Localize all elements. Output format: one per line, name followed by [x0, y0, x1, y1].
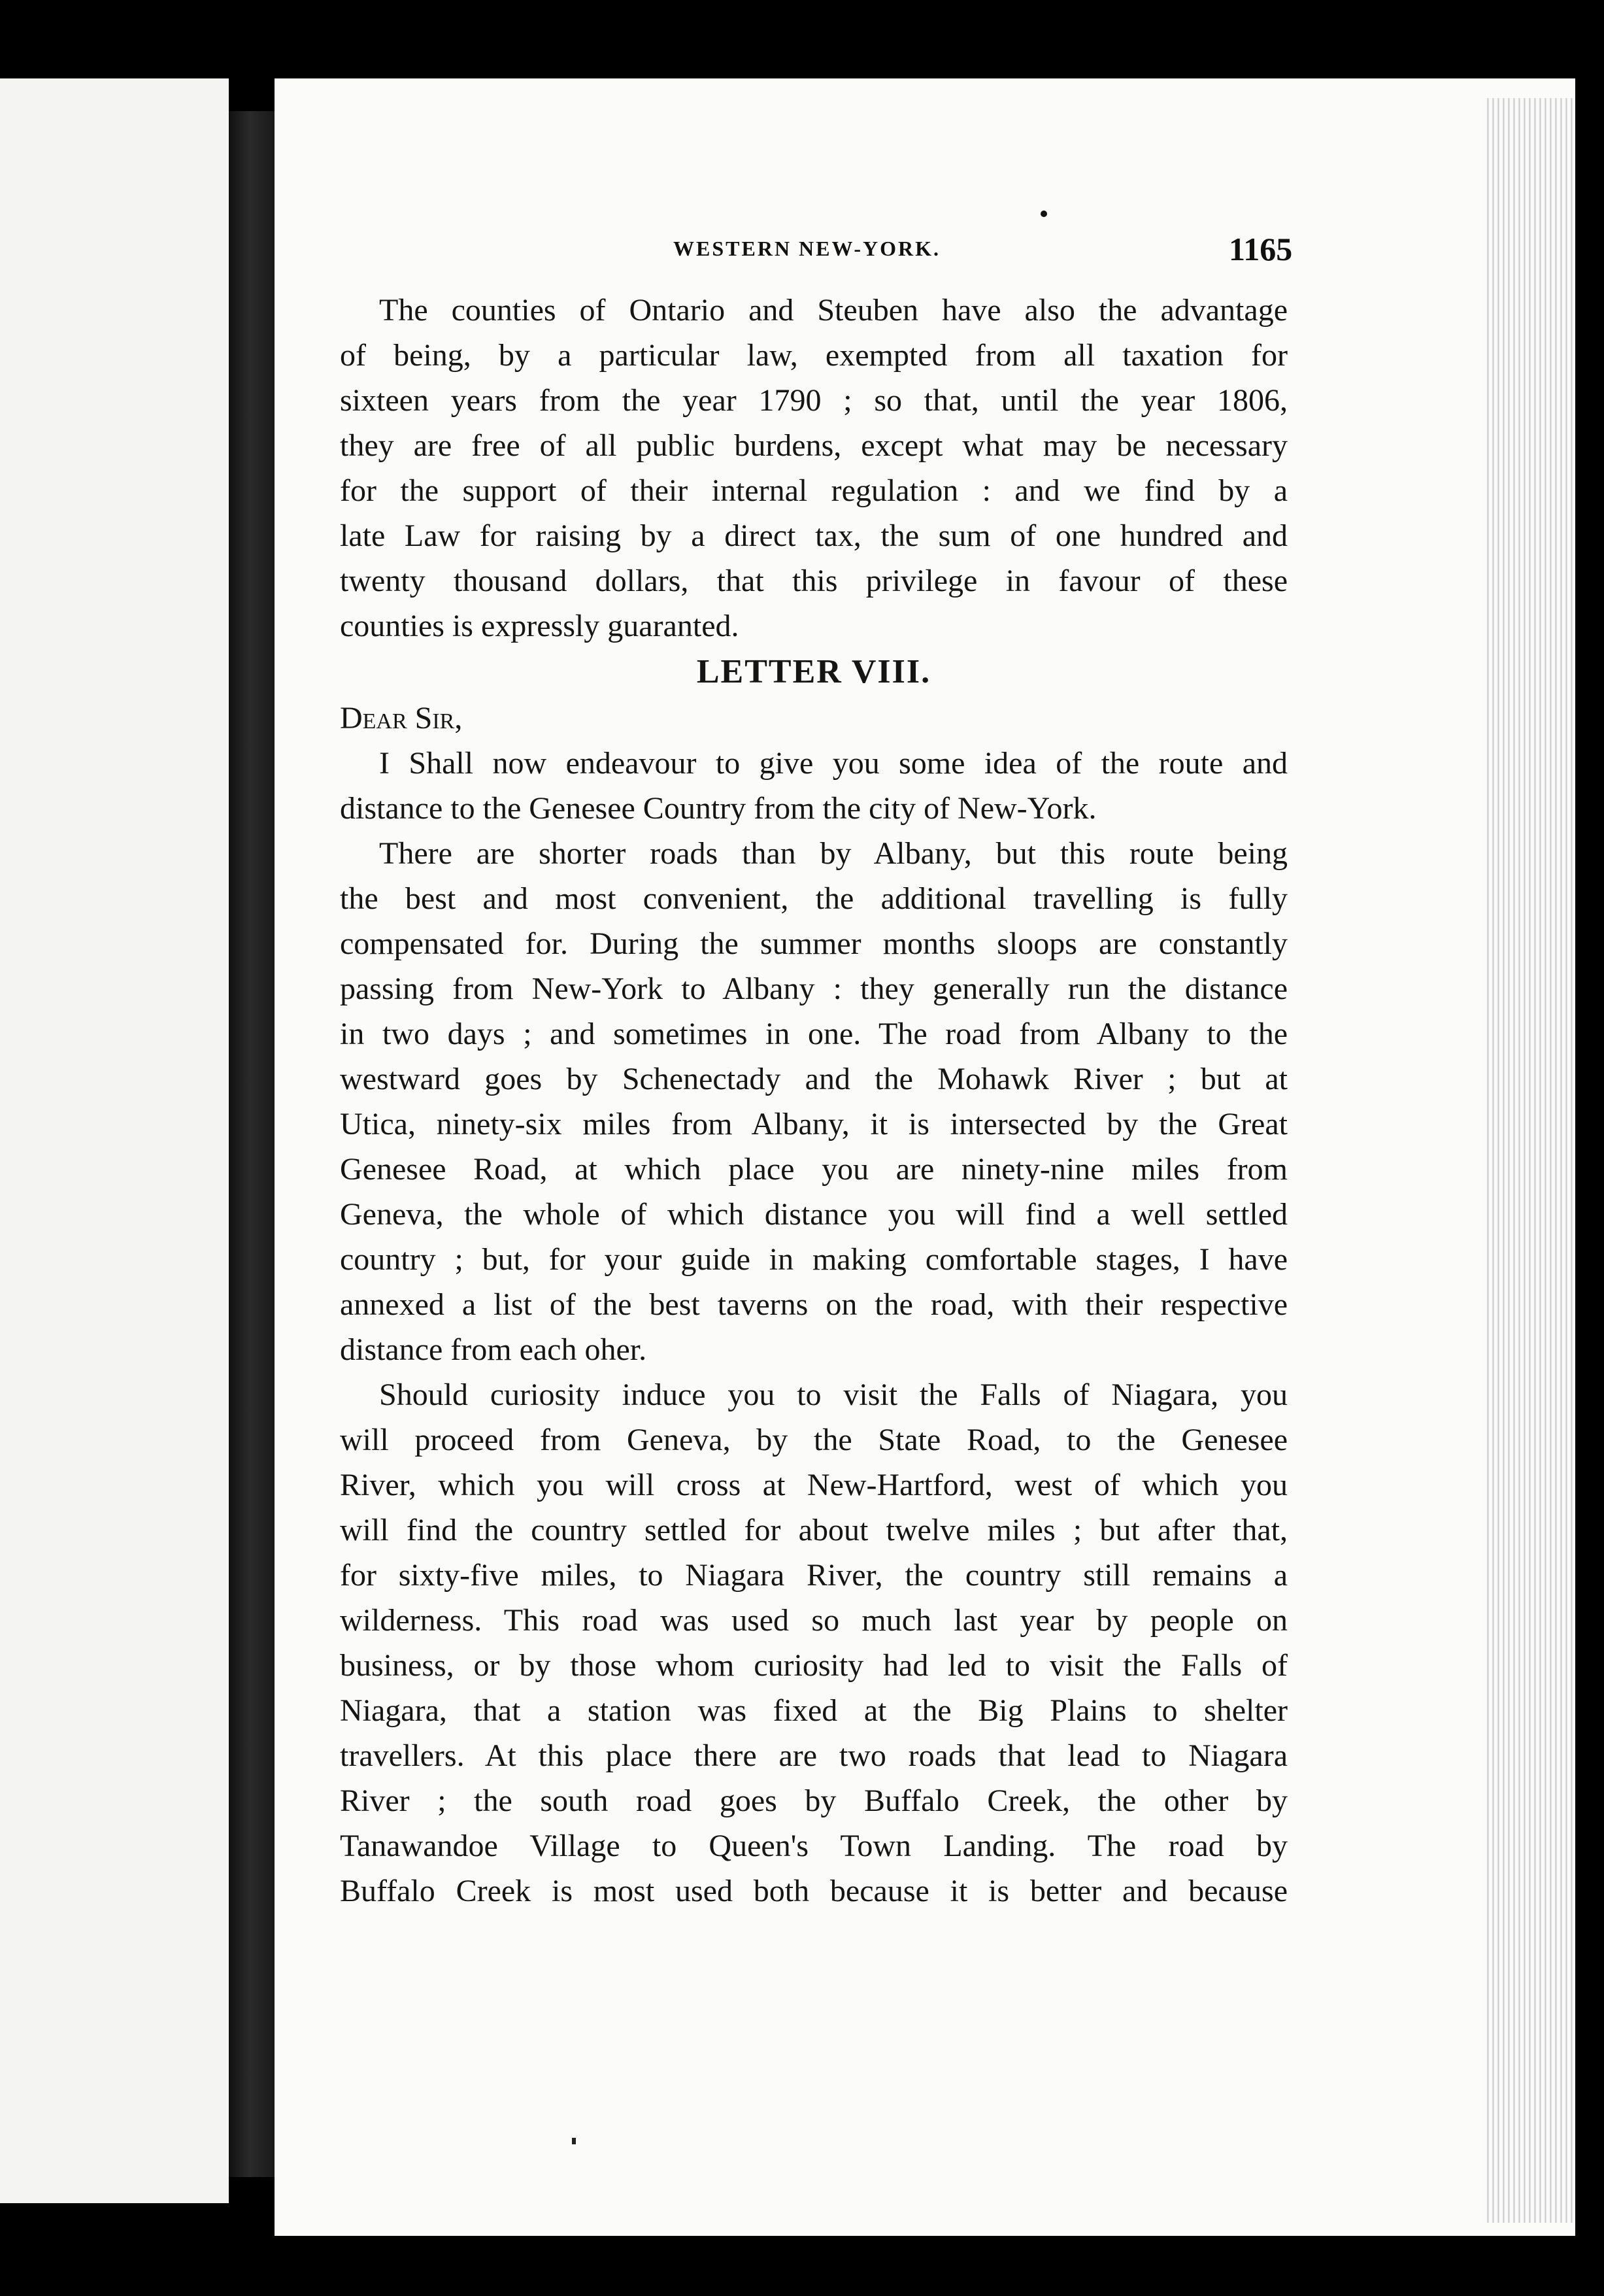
text-line: Buffalo Creek is most used both because it is better and because: [340, 1874, 1288, 1908]
text-line: late Law for raising by a direct tax, the sum of one hundred and: [340, 518, 1288, 553]
page-body: [340, 288, 1288, 1914]
text-line: will proceed from Geneva, by the State Road, to the Genesee: [340, 1423, 1288, 1457]
page-number: 1165: [1229, 231, 1293, 267]
text-line: annexed a list of the best taverns on the road, with their respective: [340, 1287, 1288, 1322]
text-line: Geneva, the whole of which distance you will find a well settled: [340, 1197, 1288, 1232]
text-line: twenty thousand dollars, that this privilege in favour of these: [340, 564, 1288, 598]
ink-dot: [1041, 211, 1047, 217]
text-line: Niagara, that a station was fixed at the Big Plains to shelter: [340, 1693, 1288, 1728]
text-line: counties is expressly guaranted.: [340, 609, 739, 643]
text-line: wilderness. This road was used so much last year by people on: [340, 1603, 1288, 1638]
book-spine: [229, 111, 281, 2177]
text-line: country ; but, for your guide in making comfortable stages, I have: [340, 1242, 1288, 1277]
running-head: WESTERN NEW-YORK.: [673, 237, 941, 260]
text-line: There are shorter roads than by Albany, but this route being: [379, 836, 1288, 871]
text-line: compensated for. During the summer months sloops are constantly: [340, 926, 1288, 961]
text-line: Genesee Road, at which place you are ninety-nine miles from: [340, 1152, 1288, 1187]
text-line: for sixty-five miles, to Niagara River, the country still remains a: [340, 1558, 1288, 1593]
text-line: westward goes by Schenectady and the Mohawk River ; but at: [340, 1062, 1288, 1096]
text-line: in two days ; and sometimes in one. The road from Albany to the: [340, 1017, 1288, 1051]
text-line: The counties of Ontario and Steuben have also the advantage: [379, 293, 1288, 328]
paragraph: [340, 1372, 1288, 1914]
text-line: for the support of their internal regulation : and we find by a: [340, 473, 1288, 508]
text-line: Tanawandoe Village to Queen's Town Landing. The road by: [340, 1829, 1288, 1863]
left-page: [0, 78, 229, 2203]
text-line: the best and most convenient, the additional travelling is fully: [340, 881, 1288, 916]
text-line: Utica, ninety-six miles from Albany, it is intersected by the Great: [340, 1107, 1288, 1141]
text-line: River, which you will cross at New-Hartford, west of which you: [340, 1468, 1288, 1502]
text-line: Should curiosity induce you to visit the Falls of Niagara, you: [379, 1377, 1288, 1412]
ink-mark: [572, 2138, 576, 2144]
paragraph: [340, 831, 1288, 1372]
text-line: I Shall now endeavour to give you some idea of the route and: [379, 746, 1288, 781]
paragraph: [340, 288, 1288, 649]
text-line: River ; the south road goes by Buffalo Creek, the other by: [340, 1783, 1288, 1818]
text-line: business, or by those whom curiosity had led to visit the Falls of: [340, 1648, 1288, 1683]
text-line: travellers. At this place there are two roads that lead to Niagara: [340, 1738, 1288, 1773]
page-edges: [1484, 98, 1575, 2223]
salutation: Dear Sir,: [340, 701, 463, 735]
text-line: of being, by a particular law, exempted from all taxation for: [340, 338, 1288, 373]
text-line: distance to the Genesee Country from the city of New-York.: [340, 791, 1097, 826]
text-line: they are free of all public burdens, except what may be necessary: [340, 428, 1288, 463]
letter-heading: LETTER VIII.: [696, 653, 931, 690]
paragraph: [340, 741, 1288, 831]
text-line: sixteen years from the year 1790 ; so that, until the year 1806,: [340, 383, 1288, 418]
text-line: passing from New-York to Albany : they generally run the distance: [340, 971, 1288, 1006]
text-line: distance from each oher.: [340, 1332, 647, 1367]
text-line: will find the country settled for about twelve miles ; but after that,: [340, 1513, 1288, 1547]
